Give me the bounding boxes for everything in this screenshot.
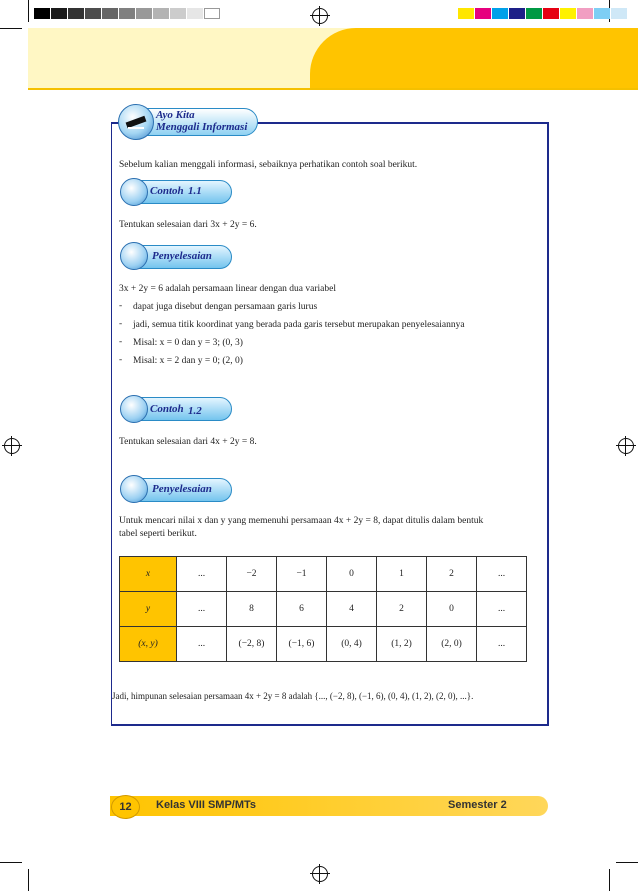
color-strip (458, 8, 628, 19)
hourglass-icon (120, 395, 148, 423)
solution-line: Misal: x = 2 dan y = 0; (2, 0) (133, 356, 243, 366)
page-number: 12 (111, 795, 140, 819)
telescope-icon (118, 104, 154, 140)
table-cell: 8 (227, 592, 277, 627)
footer-book-title: Kelas VIII SMP/MTs (156, 799, 257, 811)
table-row (120, 627, 527, 662)
table-row (120, 592, 527, 627)
table-header-cell: x (120, 557, 177, 592)
table-cell: ... (477, 557, 527, 592)
solution-line: dapat juga disebut dengan persamaan garis lurus (133, 302, 318, 312)
table-cell: −2 (227, 557, 277, 592)
table-header-cell: y (120, 592, 177, 627)
registration-mark-icon (312, 866, 328, 882)
table-cell: ... (477, 592, 527, 627)
solution-line: jadi, semua titik koordinat yang berada pada garis tersebut merupakan penyelesaiannya (133, 320, 465, 330)
crop-mark (609, 869, 610, 891)
example-number: 1.1 (188, 185, 202, 197)
scale-icon (120, 475, 148, 503)
table-cell: ... (477, 627, 527, 662)
crop-mark (0, 28, 22, 29)
crop-mark (0, 862, 22, 863)
bullet: - (119, 337, 123, 347)
table-cell: 2 (377, 592, 427, 627)
table-cell: ... (177, 557, 227, 592)
table-cell: ... (177, 592, 227, 627)
example-question: Tentukan selesaian dari 4x + 2y = 8. (119, 437, 257, 447)
section-title-line2: Menggali Informasi (156, 121, 248, 133)
section-title-line1: Ayo Kita (156, 109, 195, 121)
section-heading (118, 104, 258, 138)
table-cell: (1, 2) (377, 627, 427, 662)
table-cell: (2, 0) (427, 627, 477, 662)
solution-line: Misal: x = 0 dan y = 3; (0, 3) (133, 338, 243, 348)
table-header-cell: (x, y) (120, 627, 177, 662)
grayscale-strip (34, 8, 220, 19)
crop-mark (28, 869, 29, 891)
example-label: Contoh (150, 185, 184, 197)
crop-mark (28, 0, 29, 22)
header-banner-accent (310, 28, 638, 88)
solution-label: Penyelesaian (152, 250, 212, 262)
example-label: Contoh (150, 403, 184, 415)
table-cell: 4 (327, 592, 377, 627)
table-cell: (−1, 6) (277, 627, 327, 662)
solution-line: 3x + 2y = 6 adalah persamaan linear dengan dua variabel (119, 284, 336, 294)
scale-icon (120, 242, 148, 270)
registration-mark-icon (618, 438, 634, 454)
example-number: 1.2 (188, 405, 202, 417)
bullet: - (119, 319, 123, 329)
solution-table (119, 556, 527, 662)
table-cell: (0, 4) (327, 627, 377, 662)
conclusion-text: Jadi, himpunan selesaian persamaan 4x + 2y = 8 adalah {..., (−2, 8), (−1, 6), (0, 4), (1, 2), (2, 0), ...}. (112, 691, 474, 701)
solution-label: Penyelesaian (152, 483, 212, 495)
table-cell: 1 (377, 557, 427, 592)
example-question: Tentukan selesaian dari 3x + 2y = 6. (119, 220, 257, 230)
bullet: - (119, 355, 123, 365)
registration-mark-icon (312, 8, 328, 24)
table-cell: 2 (427, 557, 477, 592)
table-cell: −1 (277, 557, 327, 592)
intro-text: Sebelum kalian menggali informasi, sebaiknya perhatikan contoh soal berikut. (119, 160, 418, 170)
header-divider (28, 88, 638, 90)
hourglass-icon (120, 178, 148, 206)
registration-mark-icon (4, 438, 20, 454)
table-cell: 6 (277, 592, 327, 627)
footer-semester: Semester 2 (448, 799, 507, 811)
table-cell: (−2, 8) (227, 627, 277, 662)
bullet: - (119, 301, 123, 311)
table-row (120, 557, 527, 592)
table-cell: ... (177, 627, 227, 662)
table-cell: 0 (427, 592, 477, 627)
crop-mark (616, 862, 638, 863)
explanation-text: tabel seperti berikut. (119, 529, 197, 539)
explanation-text: Untuk mencari nilai x dan y yang memenuhi persamaan 4x + 2y = 8, dapat ditulis dalam bentuk (119, 516, 484, 526)
table-cell: 0 (327, 557, 377, 592)
